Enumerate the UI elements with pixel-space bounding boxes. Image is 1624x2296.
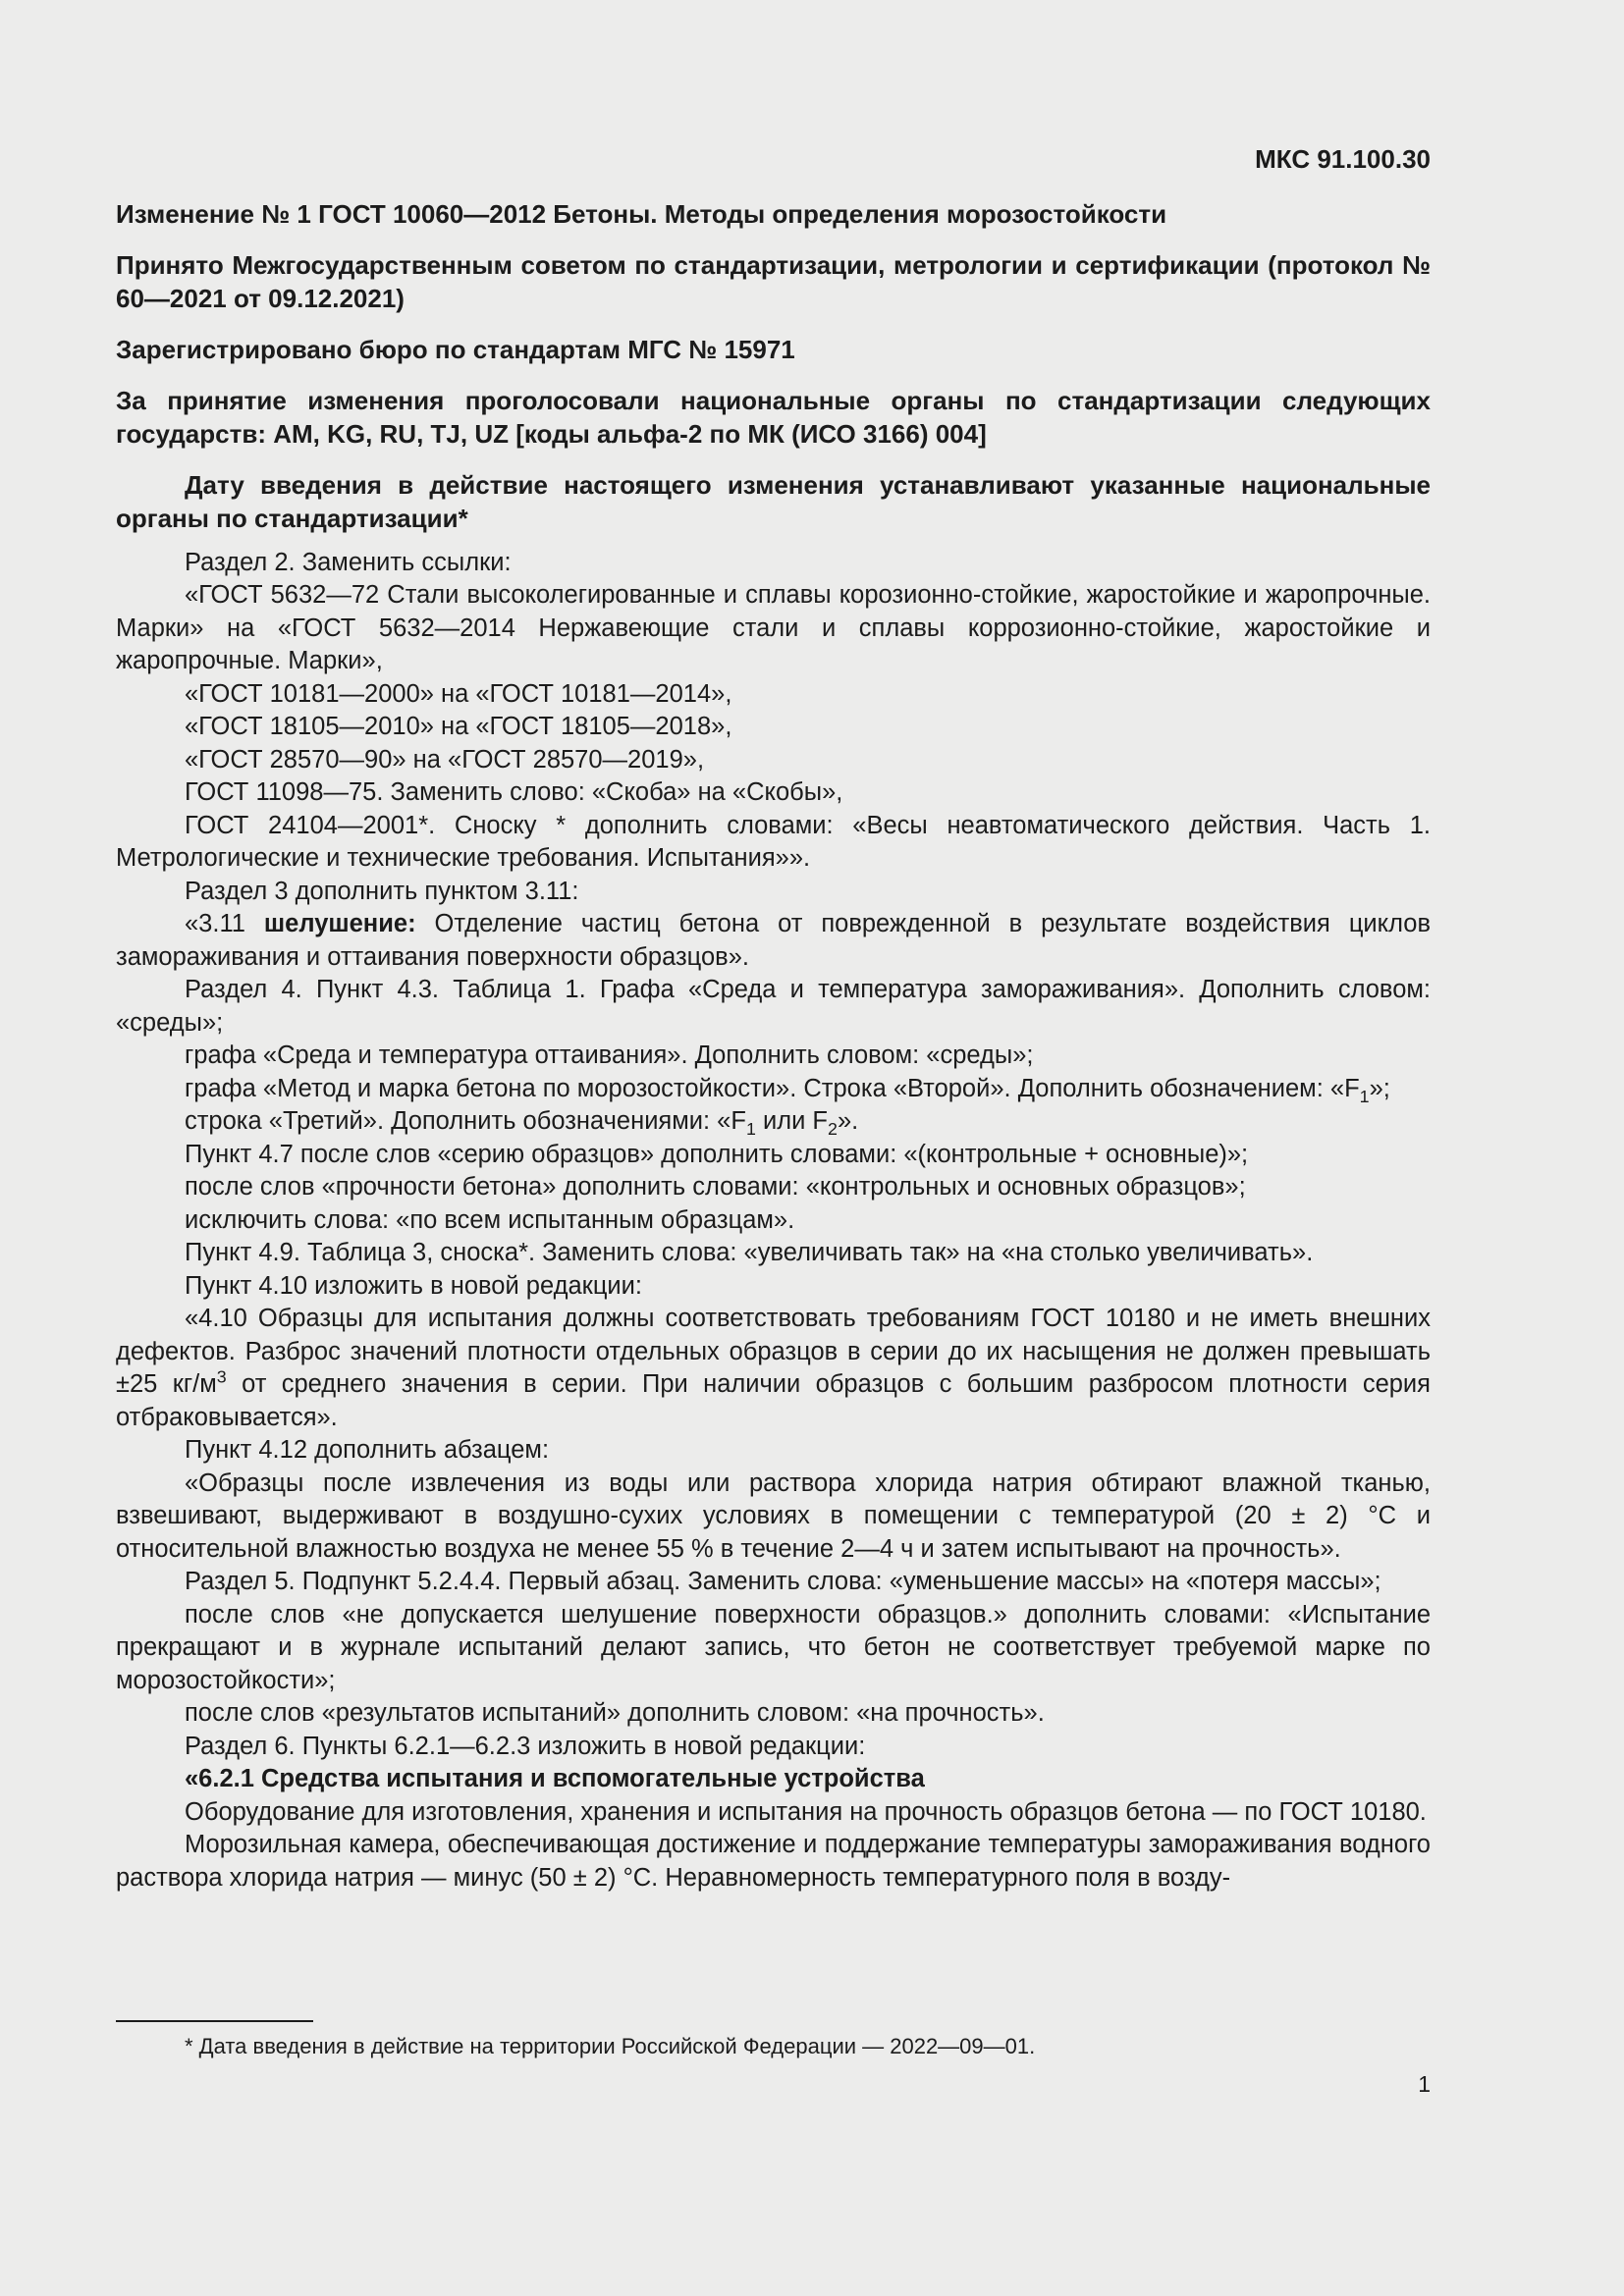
text-run: от среднего значения в серии. При наличии образцов с большим разбросом плотности серия отбраковывается». bbox=[116, 1370, 1431, 1431]
paragraph: Пункт 4.9. Таблица 3, сноска*. Заменить слова: «увеличивать так» на «на столько увеличивать». bbox=[185, 1239, 1314, 1266]
text-run: Отделение частиц бетона от поврежденной в результате воздействия циклов замораживания и оттаивания поверхности образцов». bbox=[116, 910, 1432, 971]
paragraph: «ГОСТ 5632—72 Стали высоколегированные и сплавы корозионно-стойкие, жаростойкие и жаропрочные. Марки» на «ГОСТ 5632—2014 Нержавеющие стали и сплавы коррозионно-стойкие, жаростойкие и жаропрочные. Марки», bbox=[116, 581, 1431, 674]
footnote: * Дата введения в действие на территории Российской Федерации — 2022—09—01. bbox=[185, 2034, 1036, 2058]
term-bold: шелушение: bbox=[263, 910, 416, 937]
paragraph: исключить слова: «по всем испытанным образцам». bbox=[185, 1205, 795, 1234]
text-run: строка «Третий». Дополнить обозначениями: «F bbox=[185, 1107, 746, 1135]
adoption-statement: Принято Межгосударственным советом по стандартизации, метрологии и сертификации (протокол № 60—2021 от 09.12.2021) bbox=[116, 249, 1431, 313]
paragraph: Пункт 4.7 после слов «серию образцов» дополнить словами: «(контрольные + основные)»; bbox=[185, 1140, 1249, 1168]
paragraph: Раздел 5. Подпункт 5.2.4.4. Первый абзац. Заменить слова: «уменьшение массы» на «потеря массы»; bbox=[185, 1568, 1381, 1595]
paragraph: «ГОСТ 10181—2000» на «ГОСТ 10181—2014», bbox=[185, 679, 732, 708]
paragraph: Морозильная камера, обеспечивающая достижение и поддержание температуры замораживания водного раствора хлорида натрия — минус (50 ± 2) °С. Неравномерность температурного поля в возду- bbox=[116, 1831, 1431, 1892]
definition-paragraph bbox=[116, 908, 1431, 974]
paragraph: графа «Среда и температура оттаивания». Дополнить словом: «среды»; bbox=[185, 1041, 1034, 1069]
page-number: 1 bbox=[1418, 2071, 1431, 2097]
paragraph bbox=[116, 1073, 1431, 1106]
voting-statement: За принятие изменения проголосовали национальные органы по стандартизации следующих государств: AM, KG, RU, TJ, UZ [коды альфа-2 по МК (ИСО 3166) 004] bbox=[116, 385, 1431, 449]
text-run: «4.10 Образцы для испытания должны соответствовать требованиям ГОСТ 10180 и не иметь внешних дефектов. Разброс значений плотности отдельных образцов в серии до их насыщения не должен превышать ±25 кг/м bbox=[116, 1305, 1431, 1398]
effective-date-statement: Дату введения в действие настоящего изменения устанавливают указанные национальные органы по стандартизации* bbox=[116, 469, 1431, 533]
paragraph bbox=[116, 1303, 1431, 1434]
paragraph: ГОСТ 24104—2001*. Сноску * дополнить словами: «Весы неавтоматического действия. Часть 1. Метрологические и технические требования. Испытания»». bbox=[116, 811, 1431, 872]
subscript: 2 bbox=[828, 1119, 838, 1140]
text-run: ». bbox=[837, 1107, 859, 1135]
paragraph: Пункт 4.10 изложить в новой редакции: bbox=[185, 1271, 643, 1300]
paragraph: Раздел 4. Пункт 4.3. Таблица 1. Графа «Среда и температура замораживания». Дополнить словом: «среды»; bbox=[116, 976, 1431, 1037]
text-run: графа «Метод и марка бетона по морозостойкости». Строка «Второй». Дополнить обозначением: «F bbox=[185, 1074, 1360, 1102]
subscript: 1 bbox=[1359, 1086, 1370, 1106]
text-run: »; bbox=[1369, 1074, 1390, 1102]
paragraph: Пункт 4.12 дополнить абзацем: bbox=[185, 1436, 550, 1464]
paragraph: Раздел 3 дополнить пунктом 3.11: bbox=[185, 877, 579, 905]
paragraph: «Образцы после извлечения из воды или раствора хлорида натрия обтирают влажной тканью, взвешивают, выдерживают в воздушно-сухих условиях в помещении с температурой (20 ± 2) °С и относительной влажностью воздуха не менее 55 % в течение 2—4 ч и затем испытывают на прочность». bbox=[116, 1468, 1431, 1563]
superscript: 3 bbox=[216, 1366, 227, 1387]
document-title: Изменение № 1 ГОСТ 10060—2012 Бетоны. Методы определения морозостойкости bbox=[116, 198, 1167, 229]
paragraph: Оборудование для изготовления, хранения и испытания на прочность образцов бетона — по ГОСТ 10180. bbox=[185, 1797, 1427, 1826]
text-run: «3.11 bbox=[185, 910, 264, 937]
paragraph: после слов «прочности бетона» дополнить словами: «контрольных и основных образцов»; bbox=[185, 1173, 1246, 1201]
registration-statement: Зарегистрировано бюро по стандартам МГС № 15971 bbox=[116, 334, 795, 364]
paragraph: ГОСТ 11098—75. Заменить слово: «Скоба» на «Скобы», bbox=[185, 778, 843, 806]
document-content bbox=[116, 143, 1431, 1895]
classification-code: МКС 91.100.30 bbox=[1255, 144, 1431, 174]
paragraph: после слов «результатов испытаний» дополнить словом: «на прочность». bbox=[185, 1699, 1045, 1727]
paragraph: «ГОСТ 28570—90» на «ГОСТ 28570—2019», bbox=[185, 745, 705, 774]
footnote-divider bbox=[116, 2020, 313, 2022]
paragraph: Раздел 6. Пункты 6.2.1—6.2.3 изложить в новой редакции: bbox=[185, 1732, 866, 1760]
section-heading: «6.2.1 Средства испытания и вспомогательные устройства bbox=[185, 1765, 925, 1792]
paragraph: после слов «не допускается шелушение поверхности образцов.» дополнить словами: «Испытание прекращают и в журнале испытаний делают запись, что бетон не соответствует требуемой марке по морозостойкости»; bbox=[116, 1600, 1431, 1694]
paragraph bbox=[116, 1105, 1431, 1139]
text-run: или F bbox=[755, 1107, 829, 1135]
subscript: 1 bbox=[745, 1119, 756, 1140]
paragraph: Раздел 2. Заменить ссылки: bbox=[185, 548, 512, 576]
paragraph: «ГОСТ 18105—2010» на «ГОСТ 18105—2018», bbox=[185, 713, 732, 740]
